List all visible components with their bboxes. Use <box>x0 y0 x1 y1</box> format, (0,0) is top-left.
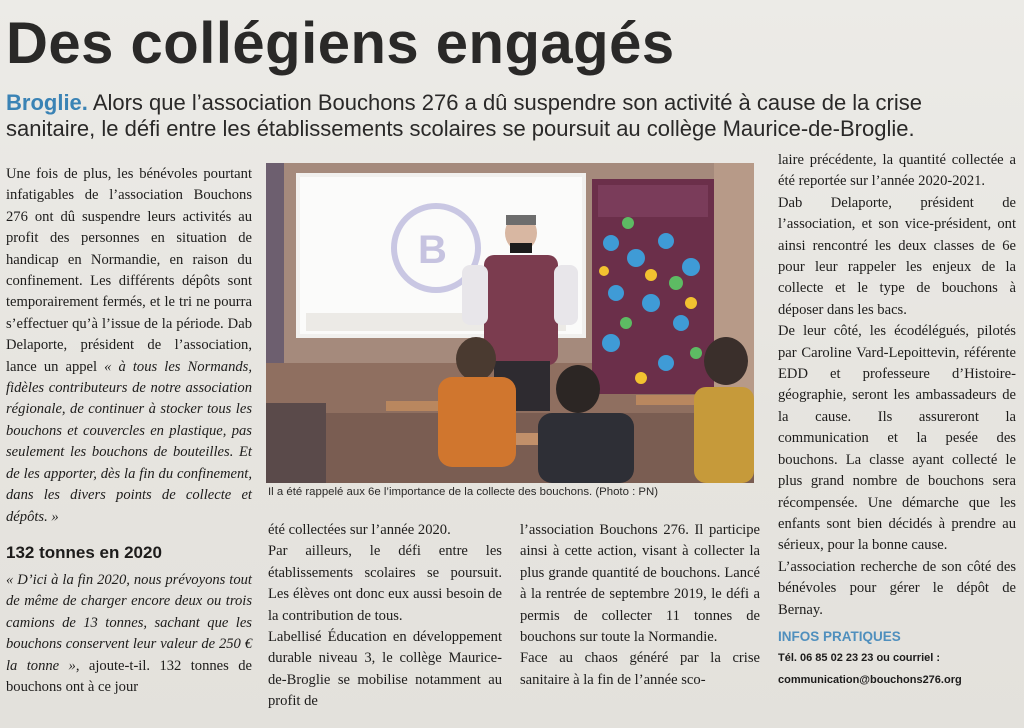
info-contact: Tél. 06 85 02 23 23 ou courriel : communication@bouchons276.org <box>778 651 962 686</box>
quote: « D’ici à la fin 2020, nous prévoyons tout de même de charger encore deux ou trois camions de 13 tonnes, sachant que les bouchons conservent leur valeur de 250 € la tonne » <box>6 571 252 674</box>
article-column-1 <box>6 164 252 698</box>
headline: Des collégiens engagés <box>6 11 675 76</box>
photo-caption: Il a été rappelé aux 6e l’importance de la collecte des bouchons. (Photo : PN) <box>268 486 659 498</box>
classroom-photo-illustration <box>266 163 754 483</box>
paragraph: Face au chaos généré par la crise sanitaire à la fin de l’année sco- <box>520 650 760 688</box>
article-column-4 <box>778 150 1016 691</box>
paragraph: Labellisé Éducation en développement durable niveau 3, le collège Maurice-de-Broglie se mobilise notamment au profit de <box>268 629 502 710</box>
subheading: 132 tonnes en 2020 <box>6 542 162 562</box>
paragraph <box>6 570 252 698</box>
svg-text:B: B <box>418 228 447 272</box>
paragraph-text: , ajoute-t-il. 132 tonnes de bouchons ont à ce jour <box>6 657 252 695</box>
paragraph: été collectées sur l’année 2020. <box>268 522 451 538</box>
article-column-2 <box>268 520 502 713</box>
lede-place: Broglie. <box>6 90 88 115</box>
paragraph: De leur côté, les écodélégués, pilotés par Caroline Vard-Lepoittevin, référente EDD et professeure d’Histoire-géographie, seront les ambassadeurs de la cause. Ils assureront la communication et la pesée des bouchons. La classe ayant collecté le plus grand nombre de bouchons sera récompensée. Une démarche que les enfants sont bien décidés à prendre au sérieux, pour la bonne cause. <box>778 323 1016 554</box>
paragraph: Dab Delaporte, président de l’association, et son vice-président, ont ainsi rencontré les deux classes de 6e pour leur rappeler les enjeux de la collecte et le type de bouchons à déposer dans les bacs. <box>778 194 1016 318</box>
article-photo <box>266 163 754 483</box>
quote: « à tous les Normands, fidèles contributeurs de notre association régionale, de continuer à stocker tous les bouchons et couvercles en plastique, pas seulement les bouchons de bouteilles. Et de les apporter, dès la fin du confinement, dans les divers points de collecte et dépôts. » <box>6 358 252 525</box>
paragraph: laire précédente, la quantité collectée a été reportée sur l’année 2020-2021. <box>778 152 1016 190</box>
paragraph <box>6 164 252 528</box>
paragraph-text: Une fois de plus, les bénévoles pourtant infatigables de l’association Bouchons 276 ont dû suspendre leurs activités au profit des personnes en situation de handicap en Normandie, en raison du confinement. Les différents dépôts sont temporairement fermés, et le tri ne pourra s’effectuer qu’à l’issue de la période. Dab Delaporte, président de l’association, lance un appel <box>6 166 252 375</box>
article-column-3 <box>520 520 760 691</box>
info-heading: INFOS PRATIQUES <box>778 628 901 644</box>
paragraph: L’association recherche de son côté des bénévoles pour gérer le dépôt de Bernay. <box>778 558 1016 618</box>
paragraph: Par ailleurs, le défi entre les établissements scolaires se poursuit. Les élèves ont donc eux aussi besoin de la contribution de tous. <box>268 543 502 624</box>
lede-text: Alors que l’association Bouchons 276 a dû suspendre son activité à cause de la crise sanitaire, le défi entre les établissements scolaires se poursuit au collège Maurice-de-Broglie. <box>6 90 922 141</box>
paragraph: l’association Bouchons 276. Il participe ainsi à cette action, visant à collecter la plus grande quantité de bouchons. Lancé à la rentrée de septembre 2019, le défi a permis de collecter 11 tonnes de bouchons sur toute la Normandie. <box>520 522 760 646</box>
lede <box>6 90 1016 142</box>
